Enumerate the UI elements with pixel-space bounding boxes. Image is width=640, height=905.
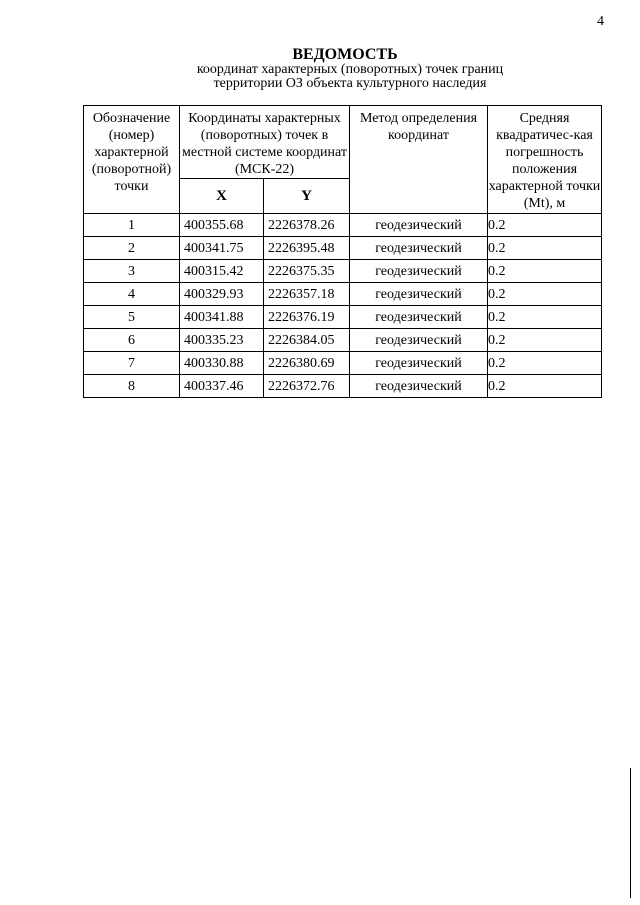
page-number: 4 xyxy=(597,14,604,29)
error-cell: 0.2 xyxy=(488,260,602,283)
x-coordinate-cell: 400341.88 xyxy=(180,306,264,329)
method-cell: геодезический xyxy=(350,214,488,237)
method-cell: геодезический xyxy=(350,352,488,375)
header-y: Y xyxy=(264,179,350,214)
point-number-cell: 1 xyxy=(84,214,180,237)
method-cell: геодезический xyxy=(350,306,488,329)
header-point: Обозначение (номер) характерной (поворотной) точки xyxy=(84,106,180,214)
error-cell: 0.2 xyxy=(488,283,602,306)
method-cell: геодезический xyxy=(350,260,488,283)
y-coordinate-cell: 2226375.35 xyxy=(264,260,350,283)
y-coordinate-cell: 2226372.76 xyxy=(264,375,350,398)
table-row xyxy=(84,214,602,237)
error-cell: 0.2 xyxy=(488,375,602,398)
x-coordinate-cell: 400315.42 xyxy=(180,260,264,283)
method-cell: геодезический xyxy=(350,375,488,398)
method-cell: геодезический xyxy=(350,329,488,352)
point-number-cell: 3 xyxy=(84,260,180,283)
table-body xyxy=(84,214,602,398)
x-coordinate-cell: 400335.23 xyxy=(180,329,264,352)
table-row xyxy=(84,375,602,398)
method-cell: геодезический xyxy=(350,283,488,306)
y-coordinate-cell: 2226380.69 xyxy=(264,352,350,375)
error-cell: 0.2 xyxy=(488,237,602,260)
header-method: Метод определения координат xyxy=(350,106,488,214)
table-row xyxy=(84,260,602,283)
header-error: Средняя квадратичес-кая погрешность положения характерной точки (Mt), м xyxy=(488,106,602,214)
scan-edge-line xyxy=(630,768,631,898)
document-subtitle-line1: координат характерных (поворотных) точек границ xyxy=(196,62,504,77)
x-coordinate-cell: 400337.46 xyxy=(180,375,264,398)
x-coordinate-cell: 400329.93 xyxy=(180,283,264,306)
error-cell: 0.2 xyxy=(488,352,602,375)
table-row xyxy=(84,352,602,375)
header-coordinates: Координаты характерных (поворотных) точек в местной системе координат (МСК-22) xyxy=(180,106,350,179)
y-coordinate-cell: 2226376.19 xyxy=(264,306,350,329)
y-coordinate-cell: 2226384.05 xyxy=(264,329,350,352)
header-x: X xyxy=(180,179,264,214)
point-number-cell: 6 xyxy=(84,329,180,352)
point-number-cell: 4 xyxy=(84,283,180,306)
point-number-cell: 8 xyxy=(84,375,180,398)
coordinates-table xyxy=(83,105,602,398)
document-subtitle-line2: территории ОЗ объекта культурного наследия xyxy=(213,76,487,91)
error-cell: 0.2 xyxy=(488,214,602,237)
y-coordinate-cell: 2226378.26 xyxy=(264,214,350,237)
error-cell: 0.2 xyxy=(488,329,602,352)
point-number-cell: 2 xyxy=(84,237,180,260)
table-row xyxy=(84,237,602,260)
table-row xyxy=(84,283,602,306)
x-coordinate-cell: 400330.88 xyxy=(180,352,264,375)
x-coordinate-cell: 400341.75 xyxy=(180,237,264,260)
point-number-cell: 5 xyxy=(84,306,180,329)
table-row xyxy=(84,306,602,329)
y-coordinate-cell: 2226357.18 xyxy=(264,283,350,306)
error-cell: 0.2 xyxy=(488,306,602,329)
table-row xyxy=(84,329,602,352)
x-coordinate-cell: 400355.68 xyxy=(180,214,264,237)
document-title: ВЕДОМОСТЬ xyxy=(292,46,398,63)
y-coordinate-cell: 2226395.48 xyxy=(264,237,350,260)
point-number-cell: 7 xyxy=(84,352,180,375)
method-cell: геодезический xyxy=(350,237,488,260)
